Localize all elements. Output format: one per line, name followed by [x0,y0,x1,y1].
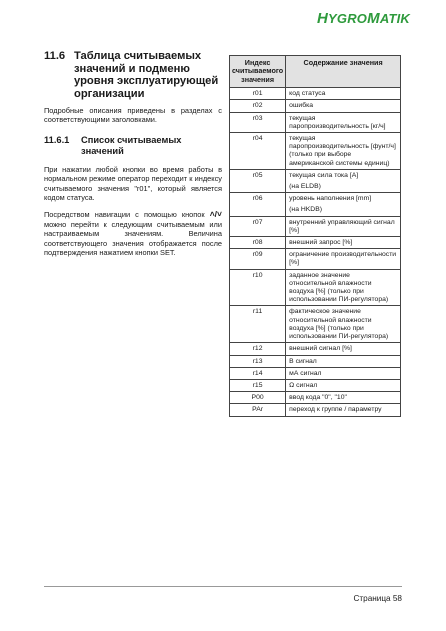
table-row [230,88,401,100]
row-description [286,367,401,379]
section-title: Таблица считываемых значений и подменю уровня эксплуатирующей организации [74,50,219,100]
row-description-line: ошибка [289,102,313,110]
row-description-line: внешний сигнал [%] [289,345,352,353]
row-description-line: переход к группе / параметру [289,406,382,414]
row-description [286,100,401,112]
row-description-line: Ω сигнал [289,381,318,389]
subsection-number: 11.6.1 [44,134,70,145]
table-row [230,249,401,269]
row-description-line: внутренний управляющий сигнал [%] [289,218,395,234]
row-description [286,112,401,132]
row-index-code: r15 [230,379,286,391]
page-number: Страница 58 [353,594,402,603]
table-body [230,88,401,416]
row-description-line: текущая паропроизводительность [фунт/ч] (только при выборе американской системы единиц) [289,135,396,167]
row-index-code: r08 [230,237,286,249]
row-index-code: r06 [230,193,286,216]
row-description-line: мА сигнал [289,369,322,377]
row-description-line: В сигнал [289,357,317,365]
logo-letter-m: M [367,10,380,27]
row-description [286,216,401,236]
row-description-line: фактическое значение относительной влажности воздуха [%] (только при использовании ПИ-регулятора) [289,308,389,341]
row-description-line: (на ELDB) [289,183,321,191]
left-column [44,50,222,257]
row-description [286,237,401,249]
row-index-code: r14 [230,367,286,379]
table-row [230,306,401,343]
row-index-code: PAr [230,404,286,416]
hygromatik-logo [317,10,410,27]
row-index-code: r10 [230,269,286,306]
row-description [286,269,401,306]
paragraph-navigation [44,210,222,257]
row-description-line: ограничение производительности [%] [289,251,397,267]
row-description [286,133,401,170]
row-description [286,193,401,216]
row-description-line: заданное значение относительной влажности воздуха [%] (только при использовании ПИ-регулятора) [289,271,389,304]
row-index-code: r09 [230,249,286,269]
row-index-code: r07 [230,216,286,236]
row-description-line: текущая паропроизводительность [кг/ч] [289,114,386,130]
row-description-line: внешний запрос [%] [289,239,353,247]
logo-letters-atik: ATIK [379,11,410,26]
footer-divider [44,586,402,587]
row-index-code: r03 [230,112,286,132]
subsection-title: Список считываемых значений [81,134,182,156]
row-description [286,88,401,100]
row-description-line: ввод кода "0", "10" [289,394,347,402]
paragraph-navigation-end: можно перейти к следующим считываемым или настраиваемым значениям. Величина соответствующего значения отображается после подтверждения нажатием кнопки SET. [44,219,222,258]
row-description [286,169,401,192]
section-heading [44,50,222,100]
table-row [230,169,401,192]
table-row [230,269,401,306]
row-description-line: текущая сила тока [A] [289,171,359,179]
row-index-code: r04 [230,133,286,170]
row-description [286,404,401,416]
row-index-code: r13 [230,355,286,367]
table-row [230,379,401,391]
table-header-row [230,56,401,88]
table-row [230,404,401,416]
row-description [286,249,401,269]
row-description [286,379,401,391]
row-index-code: r11 [230,306,286,343]
row-description [286,343,401,355]
table-row [230,193,401,216]
table-row [230,392,401,404]
column-header-content: Содержание значения [286,56,401,88]
table-row [230,100,401,112]
row-description [286,392,401,404]
table-row [230,112,401,132]
row-index-code: r12 [230,343,286,355]
column-header-index: Индекс считываемого значения [230,56,286,88]
table-row [230,133,401,170]
row-description-line: код статуса [289,90,326,98]
table-row [230,216,401,236]
row-index-code: P00 [230,392,286,404]
table-row [230,343,401,355]
up-down-arrows-icon: ˄/˅ [209,209,222,220]
row-index-code: r05 [230,169,286,192]
row-description [286,306,401,343]
row-description-line: уровень наполнения [mm] [289,195,372,203]
table-row [230,355,401,367]
row-index-code: r02 [230,100,286,112]
section-intro: Подробные описания приведены в разделах с соответствующими заголовками. [44,106,222,125]
table-row [230,367,401,379]
logo-letters-ygro: YGRO [328,11,368,26]
subsection-heading [44,135,222,157]
readout-values-table [229,55,401,417]
logo-letter-h: H [316,10,329,27]
section-number: 11.6 [44,50,66,62]
row-index-code: r01 [230,88,286,100]
row-description-line: (на HKDB) [289,206,323,214]
row-description [286,355,401,367]
paragraph-navigation-start: Посредством навигации с помощью кнопок [44,210,210,220]
paragraph-button-press: При нажатии любой кнопки во время работы в нормальном режиме оператор переходит к индексу считываемого значения "r01", который является кодом статуса. [44,164,222,203]
table-row [230,237,401,249]
